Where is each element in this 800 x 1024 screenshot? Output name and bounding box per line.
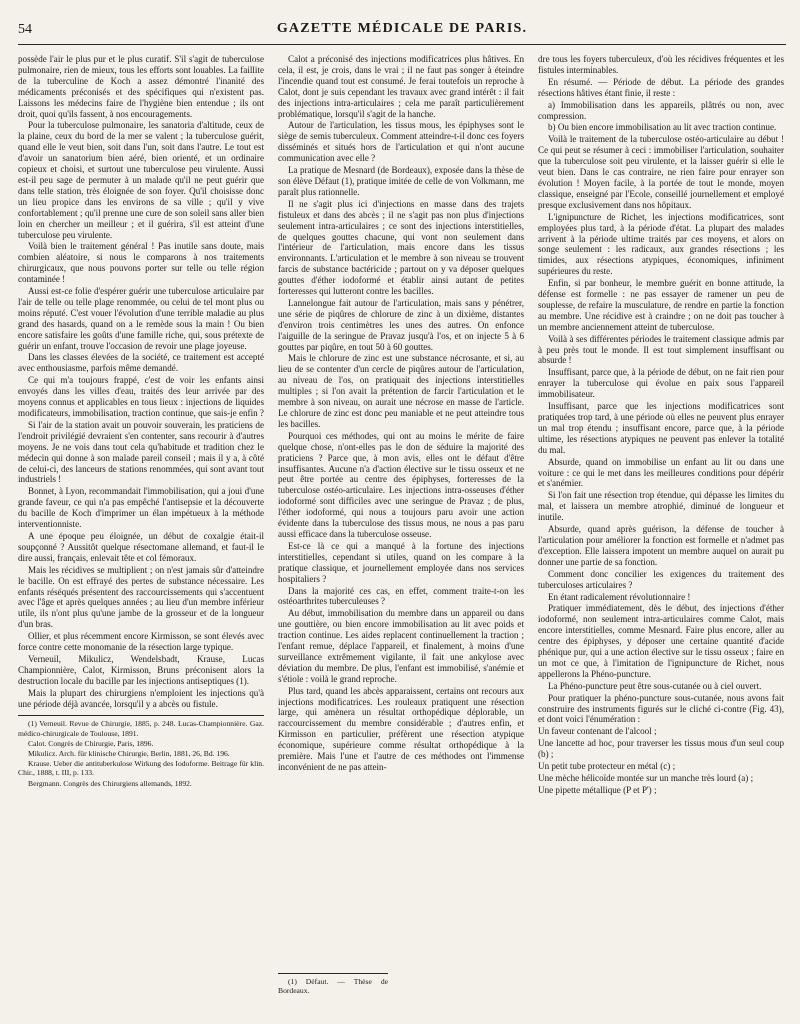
paragraph: Pourquoi ces méthodes, qui ont au moins le mérite de faire quelque chose, n'ont-elles pas le don de séduire la majorité des praticiens ? Parce que, à mon avis, elles ont le défaut d'être insuffisantes. Aucune n'a d'action élective sur le tissu osseux et ne peut être portée au centre des épiphyses, forteresses de la tuberculose ostéo-articulaire. Les injections intra-osseuses d'éther iodoformé sont difficiles avec une seringue de Pravaz ; de plus, l'éther iodoformé, qui nous a toujours paru avoir une action évidente dans la tuberculose des tissus mous, ne nous a pas paru aussi efficace dans la tuberculose osseuse. bbox=[278, 430, 524, 539]
paragraph: Calot a préconisé des injections modificatrices plus hâtives. En cela, il est, je crois, dans le vrai ; il ne faut pas songer à éteindre l'incendie quand tout est consumé. Je ferai toutefois un reproche à Calot, dont je suis cependant les travaux avec grand intérêt : il fait des injections intra-articulaires ; cela me paraît particulièrement problématique, lorsqu'il s'agit de la hanche. bbox=[278, 54, 524, 119]
footnote: Bergmann. Congrès des Chirurgiens allemands, 1892. bbox=[28, 778, 192, 788]
paragraph: possède l'air le plus pur et le plus curatif. S'il s'agit de tuberculose pulmonaire, rien de mieux, tous les efforts sont louables. La faillite de la tuberculine de Koch a assez démontré l'inanité des médicaments préconisés et des spécifiques qui n'existent pas. Laissons les médecins faire de l'hygiène bien entendue ; ils ont droit, quoi qu'ils fassent, à nos encouragements. bbox=[18, 54, 264, 119]
column-2 bbox=[278, 54, 524, 999]
paragraph: Voilà bien le traitement général ! Pas inutile sans doute, mais combien aléatoire, si nous le comparons à nos traitements chirurgicaux, que nous pouvons porter sur telle ou telle région contaminée ! bbox=[18, 241, 264, 285]
section-summary: En résumé. — Période de début. La période des grandes résections hâtives étant finie, il reste : bbox=[538, 76, 784, 98]
footnote: (1) Verneuil. Revue de Chirurgie, 1885, p. 248. Lucas-Championnière. Gaz. médico-chirurgicale de Toulouse, 1891. bbox=[18, 719, 264, 738]
paragraph: Absurde, quand on immobilise un enfant au lit ou dans une voiture : ce qui le met dans les meilleures conditions pour dépérir et s'anémier. bbox=[538, 456, 784, 489]
paragraph: Insuffisant, parce que les injections modificatrices sont pratiquées trop tard, à une période où elles ne peuvent plus enrayer un mal trop étendu ; insuffisant encore, parce que, à la période ultime, les résections atypiques ne peuvent pas enlever la totalité du mal. bbox=[538, 401, 784, 455]
paragraph: Voilà le traitement de la tuberculose ostéo-articulaire au début ! Ce qui peut se résumer à ceci : immobiliser l'articulation, souhaiter que la tuberculose soit peu virulente, et la laisser guérir si elle le veut bien. Dans le cas contraire, ne rien faire pour enrayer son évolution ! Moyen facile, à la portée de tout le monde, moyen classique, enseigné par l'Ecole, conseillé journellement et employé presque exclusivement dans nos hôpitaux. bbox=[538, 134, 784, 210]
footnote: Calot. Congrès de Chirurgie, Paris, 1896. bbox=[28, 738, 154, 748]
page-number: 54 bbox=[18, 22, 32, 37]
paragraph: a) Immobilisation dans les appareils, plâtrés ou non, avec compression. bbox=[538, 99, 784, 121]
list-item: Un petit tube protecteur en métal (c) ; bbox=[538, 761, 676, 772]
paragraph: Mais la plupart des chirurgiens n'emploient les injections qu'à une période déjà avancée, lorsqu'il y a abcès ou fistule. bbox=[18, 687, 264, 709]
column-1 bbox=[18, 54, 264, 1014]
paragraph: Est-ce là ce qui a manqué à la fortune des injections interstitielles, cependant si utiles, quand on les compare à la pratique classique, et journellement employée dans nos services hospitaliers ? bbox=[278, 540, 524, 584]
paragraph: Enfin, si par bonheur, le membre guérit en bonne attitude, la défense est formelle : ne pas essayer de ramener un peu de souplesse, de refaire la musculature, de rendre en partie la fonction au membre. Une récidive est à craindre ; on ne doit pas toucher à un membre anciennement atteint de tuberculose. bbox=[538, 278, 784, 332]
paragraph: Mais le chlorure de zinc est une substance nécrosante, et si, au lieu de se contenter d'un cercle de piqûres autour de l'articulation, au niveau de l'os, on pratiquait des injections interstitielles multiples ; si l'on avait la prétention de farcir l'articulation et le membre à son niveau, on aurait une nécrose en masse de l'article. Le chlorure de zinc est donc peu maniable et ne peut atteindre tous les bacilles. bbox=[278, 353, 524, 429]
paragraph: Bonnet, à Lyon, recommandait l'immobilisation, qui a joui d'une grande faveur, ce qui n'a pas empêché l'antisepsie et la découverte du bacille de Koch d'imprimer un élan impétueux à la méthode interventionniste. bbox=[18, 486, 264, 530]
paragraph: dre tous les foyers tuberculeux, d'où les récidives fréquentes et les fistules interminables. bbox=[538, 54, 784, 75]
paragraph: Pour pratiquer la phéno-puncture sous-cutanée, nous avons fait construire des instruments figurés sur le cliché ci-contre (Fig. 43), et dont voici l'énumération : bbox=[538, 692, 784, 725]
paragraph: Insuffisant, parce que, à la période de début, on ne fait rien pour enrayer la tuberculose qui évolue en paix sous l'appareil immobilisateur. bbox=[538, 367, 784, 400]
paragraph: Ollier, et plus récemment encore Kirmisson, se sont élevés avec force contre cette monomanie de la résection large typique. bbox=[18, 631, 264, 653]
page-header bbox=[18, 18, 786, 45]
paragraph: Si l'on fait une résection trop étendue, qui dépasse les limites du mal, et laissera un membre atrophié, diminué de longueur et inutile. bbox=[538, 490, 784, 523]
paragraph: Dans la majorité ces cas, en effet, comment traite-t-on les ostéoarthrites tuberculeuses ? bbox=[278, 585, 524, 607]
list-item: Une lancette ad hoc, pour traverser les tissus mous d'un seul coup (b) ; bbox=[538, 738, 784, 760]
paragraph: Autour de l'articulation, les tissus mous, les épiphyses sont le siège de semis tuberculeux. Comment atteindre-t-il donc ces foyers disséminés et situés hors de l'articulation et qui n'ont aucune communication avec elle ? bbox=[278, 120, 524, 164]
paragraph: Mais les récidives se multiplient ; on n'est jamais sûr d'atteindre le bacille. On est effrayé des pertes de substance nécessaire. Les enfants réséqués présentent des raccourcissements qui s'accentuent avec l'âge et après quelques années ; au lieu d'un membre inférieur utile, ils n'ont plus qu'une jambe de la grosseur et de la longueur d'un bras. bbox=[18, 564, 264, 630]
footnotes bbox=[278, 973, 388, 995]
paragraph: Plus tard, quand les abcès apparaissent, certains ont recours aux injections modificatrices. Les rouleaux pratiquent une résection large, qui amènera un résultat orthopédique déplorable, un raccourcissement du membre considérable ; d'autres enfin, et Kirmisson en particulier, préfèrent une résection atypique économique, supérieure comme résultat orthopédique à la première. Mais l'une et l'autre de ces méthodes ont l'immense inconvénient de ne pas attein- bbox=[278, 685, 524, 772]
paragraph: Au début, immobilisation du membre dans un appareil ou dans une gouttière, ou bien encore immobilisation au lit avec poids et traction continue. Les aides replacent continuellement la traction ; l'enfant remue, déplace l'appareil, et finalement, à moins d'une surveillance extrêmement vigilante, il fait une ankylose avec déviation du membre. De plus, l'enfant est immobilisé, s'anémie et s'étiole : voilà le grand reproche. bbox=[278, 608, 524, 684]
paragraph: A une époque peu éloignée, un début de coxalgie était-il soupçonné ? Aussitôt quelque résectomane allemand, et faut-il le dire aussi, français, enlevait tête et col fémoraux. bbox=[18, 530, 264, 563]
footnote: Krause. Ueber die antituberkulose Wirkung des Iodoforme. Beitrage für klin. Chir., 1888, t. III, p. 133. bbox=[18, 759, 264, 778]
paragraph: Absurde, quand après guérison, la défense de toucher à l'articulation pour améliorer la fonction est formelle et n'admet pas d'exception. Elle laissera impotent un membre auquel on aurait pu donner une partie de sa fonction. bbox=[538, 524, 784, 567]
paragraph: L'ignipuncture de Richet, les injections modificatrices, sont employées plus tard, à la période d'état. La plupart des malades arrivent à la période ultime traités par ces moyens, et alors on songe seulement : les radicaux, aux grandes résections ; les timides, aux résections atypiques, économiques, infiniment supérieures du reste. bbox=[538, 211, 784, 277]
paragraph: Dans les classes élevées de la société, ce traitement est accepté avec enthousiasme, parfois même demandé. bbox=[18, 352, 264, 374]
paragraph: La pratique de Mesnard (de Bordeaux), exposée dans la thèse de son élève Défaut (1), pratique imitée de celle de von Volkmann, me paraît plus rationnelle. bbox=[278, 165, 524, 197]
paragraph: Comment donc concilier les exigences du traitement des tuberculoses articulaires ? bbox=[538, 568, 784, 590]
footnote: (1) Défaut. — Thèse de Bordeaux. bbox=[278, 977, 388, 996]
paragraph: Lannelongue fait autour de l'articulation, mais sans y pénétrer, une série de piqûres de chlorure de zinc à un dixième, distantes d'environ trois centimètres les unes des autres. On enfonce l'aiguille de la seringue de Pravaz jusqu'à l'os, et on injecte 5 à 6 gouttes par piqûre, en tout 50 à 60 gouttes. bbox=[278, 297, 524, 352]
column-3 bbox=[538, 54, 784, 1014]
footnotes bbox=[18, 715, 264, 787]
paragraph: Il ne s'agit plus ici d'injections en masse dans des trajets fistuleux et dans des abcès ; il ne s'agit pas non plus d'injections seulement intra-articulaires ; ce sont des injections interstitielles, de quelques gouttes chacune, qui vont non seulement dans l'intérieur de l'articulation, mais encore dans les tissus environnants. L'articulation et le membre à son niveau se trouvent farcis de substance bactéricide ; partout on y va déposer quelques gouttes d'éther iodoformé et établir ainsi autant de petites forteresses qui lutteront contre les bacilles. bbox=[278, 198, 524, 297]
list-item: Un faveur contenant de l'alcool ; bbox=[538, 726, 657, 737]
paragraph: En étant radicalement révolutionnaire ! bbox=[548, 591, 691, 602]
list-item: Une mèche hélicoïde montée sur un manche très lourd (a) ; bbox=[538, 773, 754, 783]
paragraph: Aussi est-ce folie d'espérer guérir une tuberculose articulaire par l'air de telle ou telle plage renommée, ou celui de tel mont plus ou moins réputé. C'est vouer l'évolution d'une terrible maladie au plus grand des hasards, quand on a le remède sous la main ! Ou bien encore satisfaire les goûts d'une famille riche, qui, sous prétexte de guérir un enfant, trouve l'occasion de revoir une plage joyeuse. bbox=[18, 286, 264, 351]
list-item: Une pipette métallique (P et P') ; bbox=[538, 784, 657, 795]
column-2-footnotes bbox=[278, 967, 524, 996]
paragraph: b) Ou bien encore immobilisation au lit avec traction continue. bbox=[548, 122, 777, 133]
paragraph: Voilà à ses différentes périodes le traitement classique admis par à peu près tout le monde. Il est tout simplement insuffisant ou absurde ! bbox=[538, 333, 784, 366]
footnote: Mikulicz. Arch. für klinische Chirurgie, Berlin, 1881, 26, Bd. 196. bbox=[28, 749, 230, 759]
paragraph: Verneuil, Mikulicz, Wendelsbadt, Krause, Lucas Championnière, Calot, Kirmisson, Bruns préconisent alors la destruction locale du bacille par les injections antiseptiques (1). bbox=[18, 653, 264, 686]
paragraph: Pour la tuberculose pulmonaire, les sanatoria d'altitude, ceux de la plaine, ceux du bord de la mer se valent ; la tuberculose guérit, quand elle le veut bien, soit dans l'un, soit dans l'autre. Le tout est d'avoir un sanatorium bien aéré, bien orienté, et un ordinaire copieux et choisi, et surtout une tuberculose peu virulente. Aussi est-il peu sage de permuter à un malade qu'il ne peut guérir que dans telle station, très éloignée de son foyer. Qu'il choisisse donc un lieu propice dans les environs de sa ville ; qu'il y vive confortablement ; qu'il prenne une cure de son soleil sans aller bien loin en chercher un meilleur ; et il guérira, s'il est atteint d'une tuberculose peu virulente. bbox=[18, 120, 264, 240]
paragraph: Si l'air de la station avait un pouvoir souverain, les praticiens de l'endroit privilégié devraient s'en contenter, sans recourir à d'autres moyens. Je ne vois dans tout cela qu'habitude et tradition chez le médecin qui donne à son malade pareil conseil ; mais il y a, à côté de celui-ci, des lanceurs de stations renommées, qui sont avant tout industriels ! bbox=[18, 419, 264, 485]
journal-title: GAZETTE MÉDICALE DE PARIS. bbox=[276, 21, 528, 36]
paragraph: La Phéno-puncture peut être sous-cutanée ou à ciel ouvert. bbox=[548, 680, 762, 691]
paragraph: Ce qui m'a toujours frappé, c'est de voir les enfants ainsi envoyés dans les villes d'eau, traités des leur arrivée par des moyens connus et applicables en tous lieux : injections de liquides modificateurs, immobilisation, traction continue, que sais-je enfin ? bbox=[18, 375, 264, 418]
paragraph: Pratiquer immédiatement, dès le début, des injections d'éther iodoformé, non seulement intra-articulaires comme Calot, mais encore interstitielles, comme Mesnard. Faire plus encore, aller au centre des épiphyses, y déposer une certaine quantité d'acide phénique pur, qui a une action élective sur le tissu osseux ; faire en un mot ce que, à l'imitation de l'ignipuncture de Richet, nous appellerons la Phéno-puncture. bbox=[538, 603, 784, 679]
